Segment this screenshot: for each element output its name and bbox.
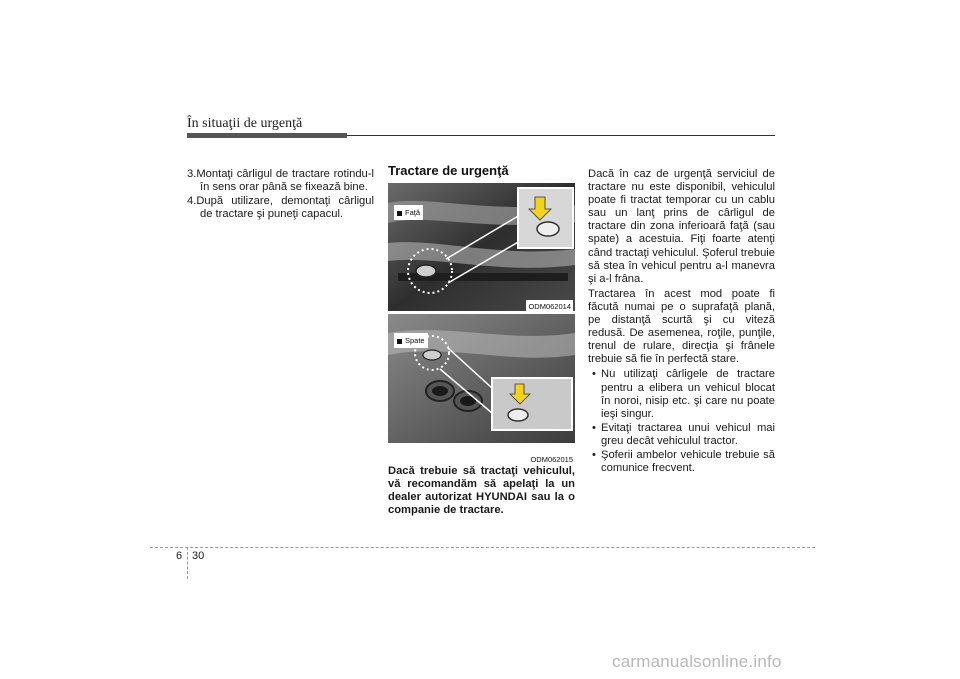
towing-recommendation: Dacă trebuie să tractaţi vehiculul, vă recomandăm să apelaţi la un dealer autorizat HYUNDAI sau la o companie de tractare. xyxy=(388,465,575,517)
figure-label-front-text: Faţă xyxy=(405,208,421,218)
label-square-icon xyxy=(397,211,402,216)
header-rule xyxy=(347,135,775,136)
label-square-icon xyxy=(397,339,402,344)
bullet-item: • Şoferii ambelor vehicule trebuie să comunice frecvent. xyxy=(588,449,775,475)
paragraph-1: Dacă în caz de urgenţă serviciul de tractare nu este disponibil, vehiculul poate fi tractat temporar cu un cablu sau un lanţ prins de cârligul de tractare din zona inferioară faţă (sau spate) a acestuia. Fiţi foarte atenţi când tractaţi vehiculul. Şoferul trebuie să stea în vehicul pentru a-l manevra şi a-l frâna. xyxy=(588,168,775,285)
footer-rule xyxy=(150,547,815,548)
bullet-item: • Evitaţi tractarea unui vehicul mai greu decât vehiculul tractor. xyxy=(588,422,775,448)
bullet-item: • Nu utilizaţi cârligele de tractare pentru a elibera un vehicul blocat în noroi, nisip etc. şi care nu poate ieşi singur. xyxy=(588,368,775,420)
towing-instructions xyxy=(588,168,775,476)
watermark: carmanualsonline.info xyxy=(612,652,782,671)
steps-list xyxy=(187,168,374,222)
step-3: 3.Montaţi cârligul de tractare rotindu-l în sens orar până se fixează bine. xyxy=(187,168,374,194)
page-header-title: În situaţii de urgenţă xyxy=(187,116,303,131)
step-4: 4.După utilizare, demontaţi cârligul de tractare şi puneţi capacul. xyxy=(187,195,374,221)
figure-label-rear-text: Spate xyxy=(405,336,425,346)
footer-divider xyxy=(187,547,188,579)
figure-code-rear: ODM062015 xyxy=(530,455,573,465)
figure-label-rear xyxy=(394,333,428,348)
footer-section-number: 6 xyxy=(176,550,183,562)
emergency-towing-section xyxy=(388,164,575,517)
figure-label-front xyxy=(394,205,423,220)
paragraph-2: Tractarea în acest mod poate fi făcută numai pe o suprafaţă plană, pe distanţă scurtă şi cu viteză redusă. De asemenea, roţile, punţile, trenul de rulare, direcţia şi frânele trebuie să fie în perfectă stare. xyxy=(588,287,775,366)
figure-code-front: ODM062014 xyxy=(526,300,573,313)
towing-photos xyxy=(388,183,575,465)
footer-page-number: 30 xyxy=(192,550,205,562)
header-bar xyxy=(187,133,347,138)
section-heading: Tractare de urgenţă xyxy=(388,163,509,178)
